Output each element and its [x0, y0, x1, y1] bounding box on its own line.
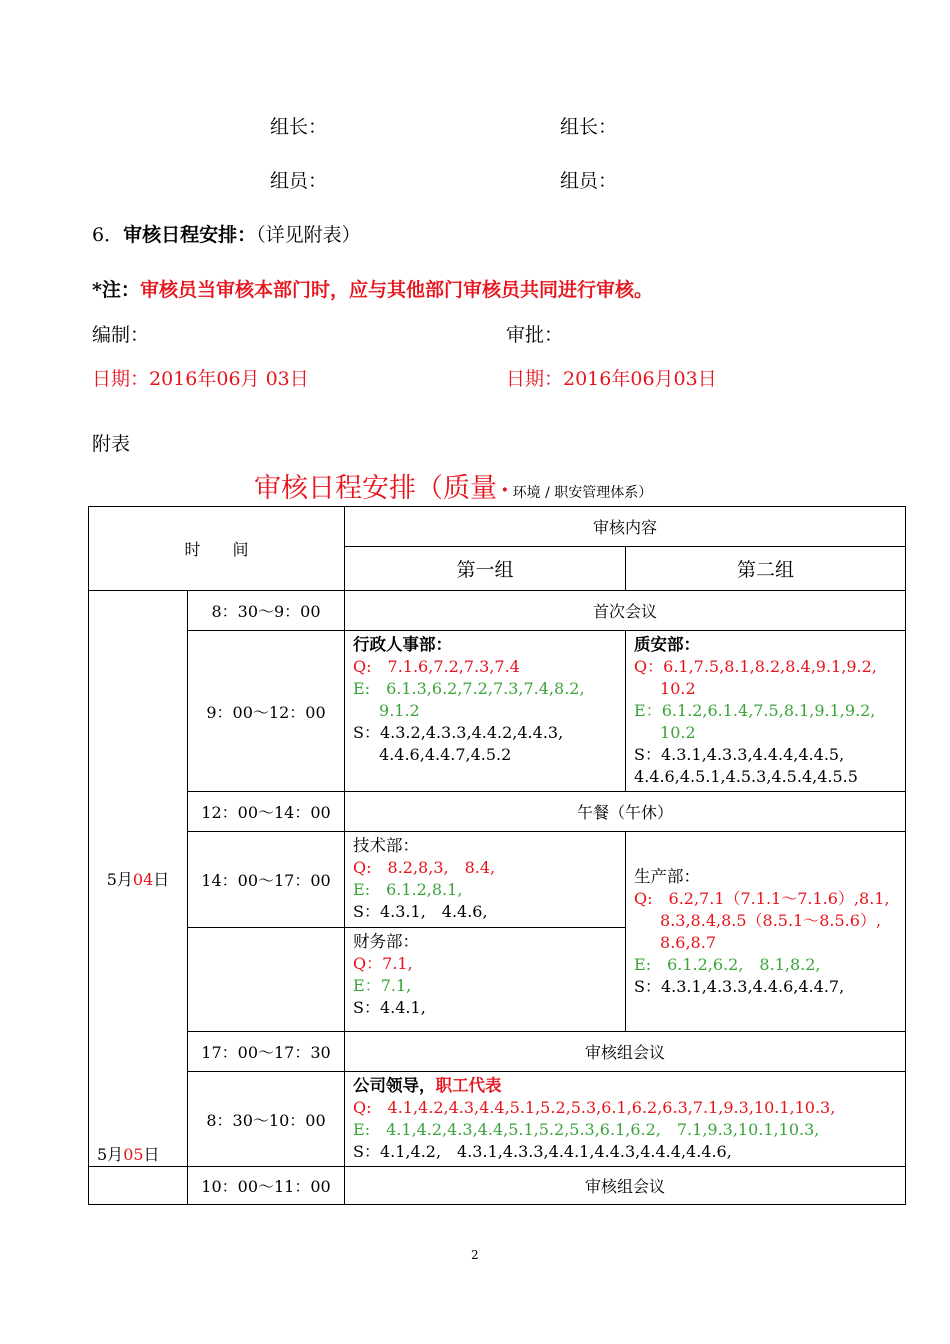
slot4-group2	[626, 832, 906, 1032]
slot2-group1	[345, 631, 626, 792]
day2-num: 05	[123, 1145, 144, 1164]
slot1-time: 8：30～9：00	[188, 591, 345, 631]
slot4-g2-q3: 8.6,8.7	[660, 932, 716, 952]
slot1-content: 首次会议	[345, 591, 906, 631]
slot4-time: 14：00～17：00	[188, 832, 345, 928]
section-title: 审核日程安排：	[123, 224, 257, 246]
slot5-content: 审核组会议	[345, 1032, 906, 1072]
content-header: 审核内容	[593, 518, 658, 537]
slot2-g1-e1: E: 6.1.3,6.2,7.2,7.3,7.4,8.2,	[353, 679, 585, 698]
day2-prefix: 5月	[97, 1145, 124, 1164]
slot3-content: 午餐（午休）	[345, 792, 906, 832]
slot7-time: 10：00～11：00	[188, 1167, 345, 1205]
table-title-sub: 环境 / 职安管理体系）	[512, 485, 653, 501]
section-number: 6．	[92, 224, 124, 246]
slot6-dept-line	[353, 1075, 899, 1097]
slot4-g1-dept: 技术部：	[353, 836, 420, 855]
content-header-cell	[345, 507, 906, 547]
slot6-time: 8：30～10：00	[188, 1072, 345, 1167]
slot4-g2-e: E: 6.1.2,6.2, 8.1,8.2,	[634, 954, 821, 974]
slot4-g1b-dept: 财务部：	[353, 932, 420, 951]
slot6-s: S：4.1,4.2, 4.3.1,4.3.3,4.4.1,4.4.3,4.4.4,4.4.6,	[353, 1142, 732, 1161]
member-label-2: 组员：	[560, 170, 618, 192]
day1-suffix: 日	[153, 870, 170, 889]
slot6-dept-red: 职工代表	[435, 1076, 502, 1095]
slot6-dept: 公司领导，	[353, 1076, 436, 1095]
slot5-time: 17：00～17：30	[188, 1032, 345, 1072]
slot2-group2	[626, 631, 906, 792]
slot7-content: 审核组会议	[345, 1167, 906, 1205]
slot4-g1-q: Q: 8.2,8,3, 8.4,	[353, 858, 496, 877]
appendix-label: 附表	[92, 433, 131, 455]
slot4-g1b-q: Q：7.1,	[353, 954, 413, 973]
table-title	[254, 466, 652, 505]
member-label-1: 组员：	[270, 170, 328, 192]
date-right: 日期：2016年06月03日	[506, 368, 717, 390]
day1-num: 04	[132, 870, 154, 889]
day1-prefix: 5月	[106, 870, 133, 889]
note-text: 审核员当审核本部门时，应与其他部门审核员共同进行审核。	[139, 279, 653, 301]
leader-label-2: 组长：	[560, 116, 618, 138]
table-title-dot: ·	[501, 477, 509, 503]
slot2-g2-e2: 10.2	[660, 723, 696, 742]
group1-header: 第一组	[345, 547, 626, 591]
time-header-cell	[89, 507, 345, 591]
day2-suffix: 日	[143, 1145, 160, 1164]
slot2-g2-e1: E：6.1.2,6.1.4,7.5,8.1,9.1,9.2,	[634, 701, 876, 720]
slot6-q: Q: 4.1,4.2,4.3,4.4,5.1,5.2,5.3,6.1,6.2,6.3,7.1,9.3,10.1,10.3,	[353, 1098, 836, 1117]
slot4-group1b	[345, 928, 626, 1032]
slot2-g2-s1: S：4.3.1,4.3.3,4.4.4,4.4.5,	[634, 745, 845, 764]
slot2-time: 9：00～12：00	[188, 631, 345, 792]
slot2-g1-e2: 9.1.2	[379, 701, 420, 720]
leader-label-1: 组长：	[270, 116, 328, 138]
day2-label	[97, 1142, 160, 1165]
slot4-group1	[345, 832, 626, 928]
day1-cell	[89, 591, 188, 1167]
slot4-g2-s: S：4.3.1,4.3.3,4.4.6,4.4.7,	[634, 976, 845, 996]
slot4-g2-q1: Q: 6.2,7.1（7.1.1～7.1.6）,8.1,	[634, 888, 890, 908]
slot4-g1b-s: S：4.4.1,	[353, 998, 426, 1017]
prepared-label: 编制：	[92, 324, 150, 346]
note-prefix: *注：	[92, 279, 140, 301]
slot3-time: 12：00～14：00	[188, 792, 345, 832]
slot4-g2-dept: 生产部：	[634, 866, 701, 886]
audit-note	[92, 275, 653, 302]
slot2-g2-s2: 4.4.6,4.5.1,4.5.3,4.5.4,4.5.5	[634, 767, 858, 786]
approved-label: 审批：	[506, 324, 564, 346]
slot4-g2-q2: 8.3,8.4,8.5（8.5.1～8.5.6）,	[660, 910, 882, 930]
group2-header: 第二组	[626, 547, 906, 591]
slot6-content	[345, 1072, 906, 1167]
slot2-g1-s1: S：4.3.2,4.3.3,4.4.2,4.4.3,	[353, 723, 564, 742]
slot2-g2-q1: Q：6.1,7.5,8.1,8.2,8.4,9.1,9.2,	[634, 657, 877, 676]
section-note: （详见附表）	[256, 224, 361, 246]
slot4-g1-s: S：4.3.1, 4.4.6,	[353, 902, 488, 921]
slot4-g1b-e: E：7.1,	[353, 976, 412, 995]
day2-cell	[89, 1167, 188, 1205]
slot2-g1-dept: 行政人事部：	[353, 635, 453, 654]
slot2-g2-q2: 10.2	[660, 679, 696, 698]
slot6-e: E: 4.1,4.2,4.3,4.4,5.1,5.2,5.3,6.1,6.2, 7.1,9.3,10.1,10.3,	[353, 1120, 820, 1139]
time-header: 时 间	[184, 540, 249, 559]
slot4-g1-e: E: 6.1.2,8.1,	[353, 880, 463, 899]
slot2-g1-q: Q: 7.1.6,7.2,7.3,7.4	[353, 657, 520, 676]
section-6-heading	[92, 220, 361, 247]
table-title-main: 审核日程安排（质量	[254, 473, 497, 504]
schedule-table	[88, 506, 906, 1205]
date-left: 日期：2016年06月 03日	[92, 368, 309, 390]
page-number: 2	[471, 1248, 479, 1262]
slot2-g1-s2: 4.4.6,4.4.7,4.5.2	[379, 745, 512, 764]
slot2-g2-dept: 质安部：	[634, 635, 701, 654]
slot4b-time-empty	[188, 928, 345, 1032]
